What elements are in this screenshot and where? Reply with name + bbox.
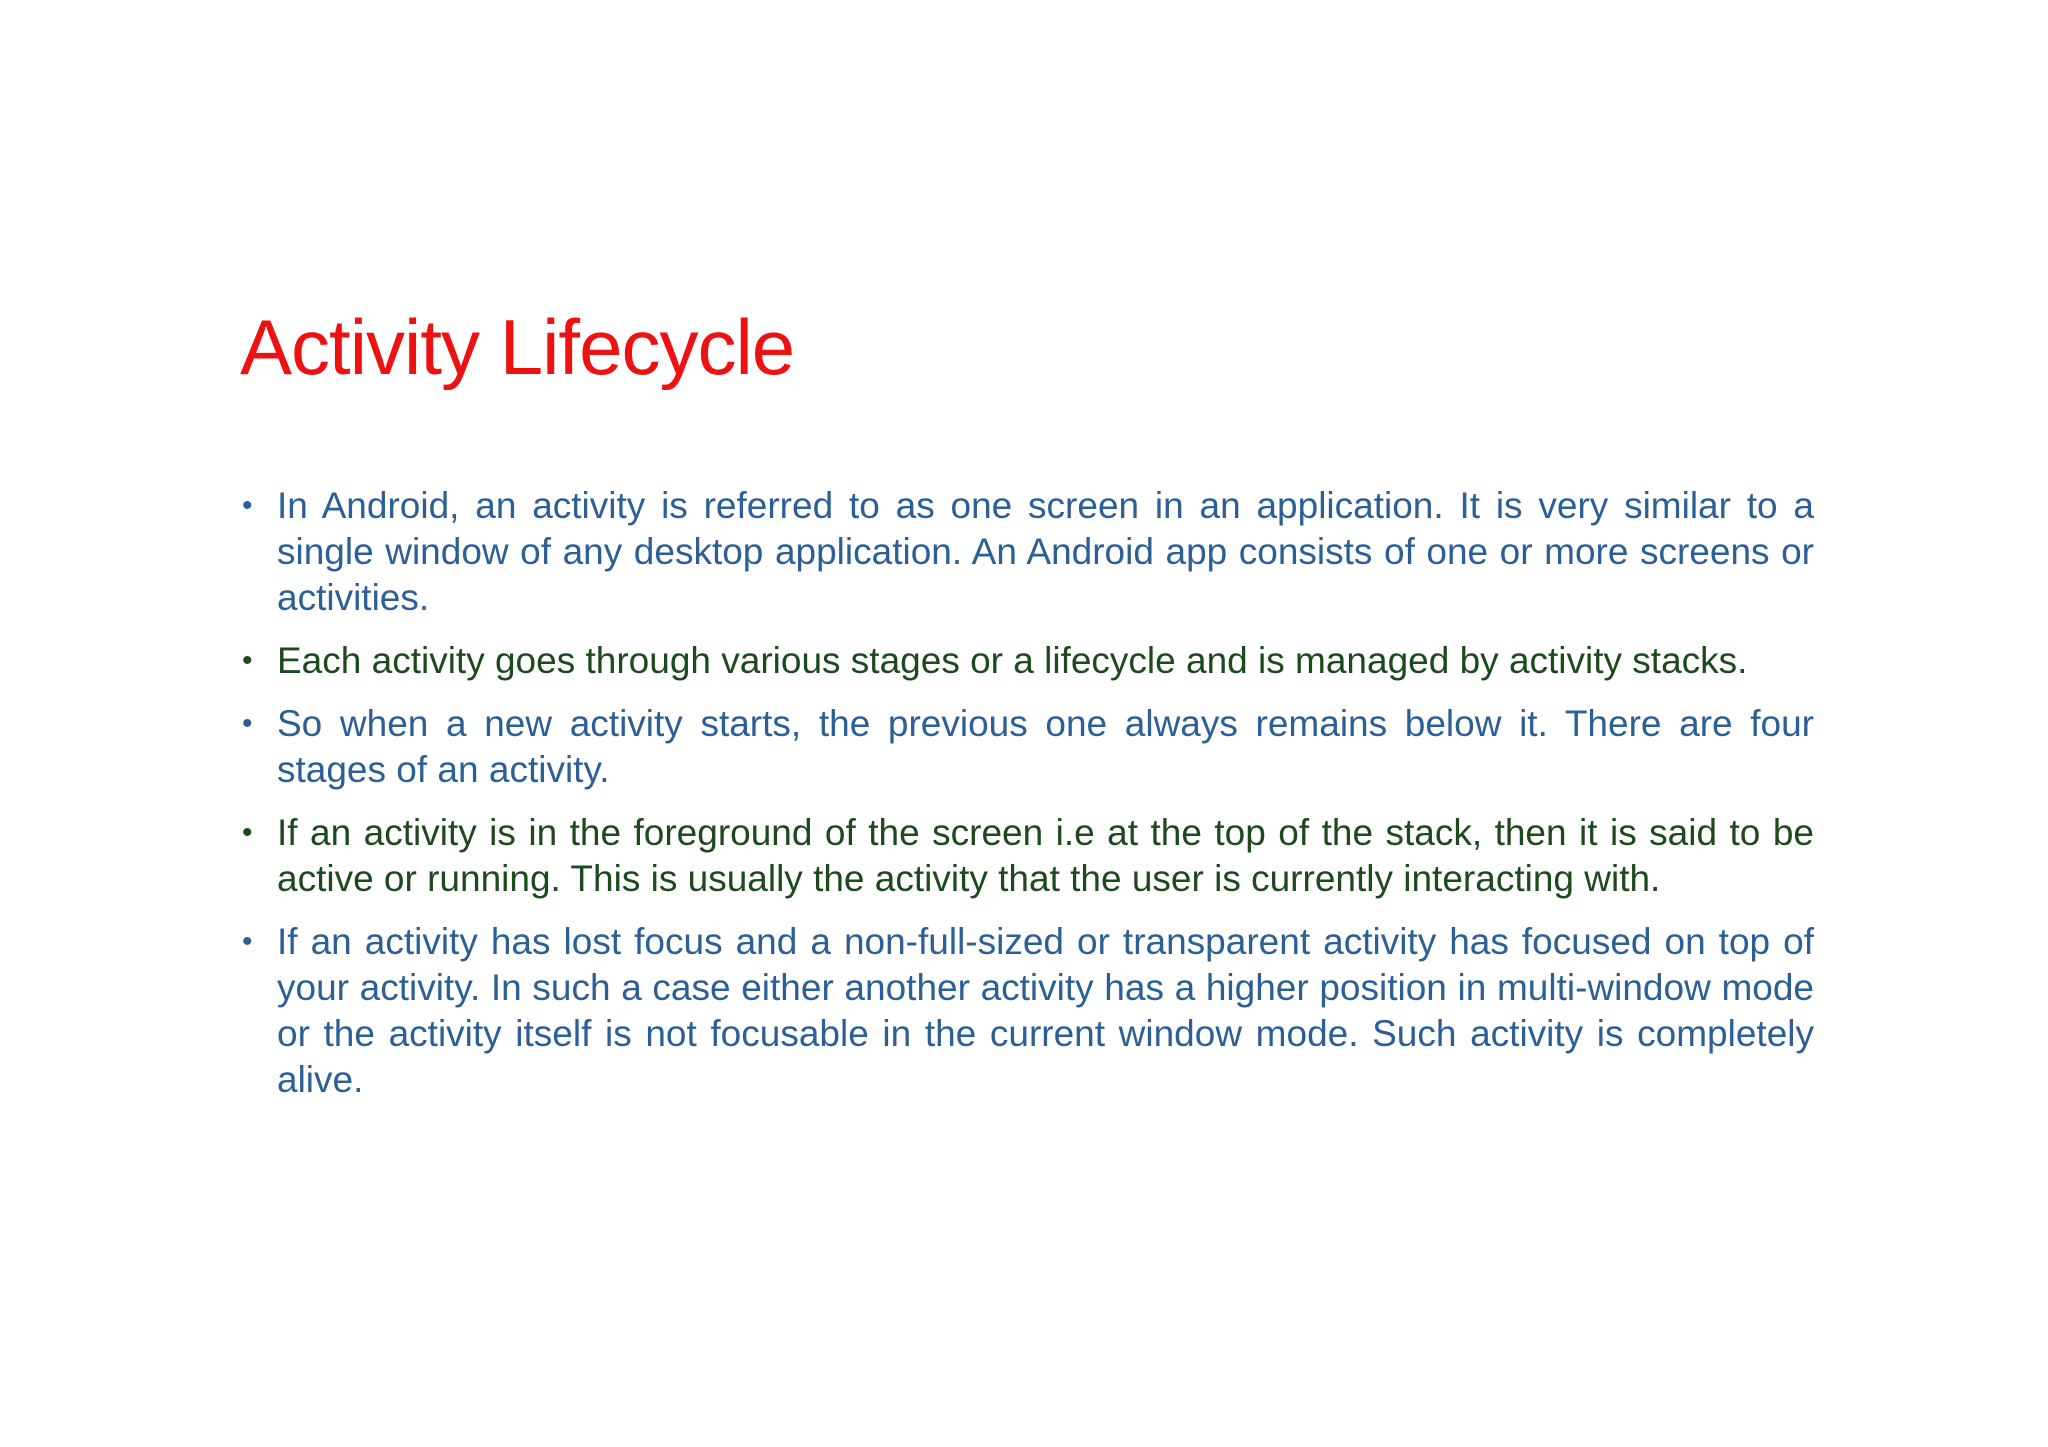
bullet-item [240, 483, 1814, 621]
bullet-item [240, 701, 1814, 793]
bullet-item [240, 919, 1814, 1103]
bullet-text: If an activity is in the foreground of the screen i.e at the top of the stack, then it is said to be active or running. This is usually the activity that the user is currently interacting with. [277, 812, 1814, 899]
bullet-icon: • [242, 925, 253, 958]
bullet-icon: • [242, 489, 253, 522]
bullet-icon: • [242, 707, 253, 740]
bullet-icon: • [242, 644, 253, 677]
bullet-list [240, 483, 1814, 1120]
bullet-icon: • [242, 816, 253, 849]
bullet-text: In Android, an activity is referred to as one screen in an application. It is very similar to a single window of any desktop application. An Android app consists of one or more screens or activities. [277, 485, 1814, 618]
bullet-item [240, 810, 1814, 902]
bullet-text: Each activity goes through various stages or a lifecycle and is managed by activity stacks. [277, 640, 1748, 681]
slide-title: Activity Lifecycle [240, 303, 795, 391]
bullet-item [240, 638, 1814, 684]
bullet-text: If an activity has lost focus and a non-full-sized or transparent activity has focused on top of your activity. In such a case either another activity has a higher position in multi-window mode or the activity itself is not focusable in the current window mode. Such activity is completely alive. [277, 921, 1814, 1100]
bullet-text: So when a new activity starts, the previous one always remains below it. There are four stages of an activity. [277, 703, 1814, 790]
